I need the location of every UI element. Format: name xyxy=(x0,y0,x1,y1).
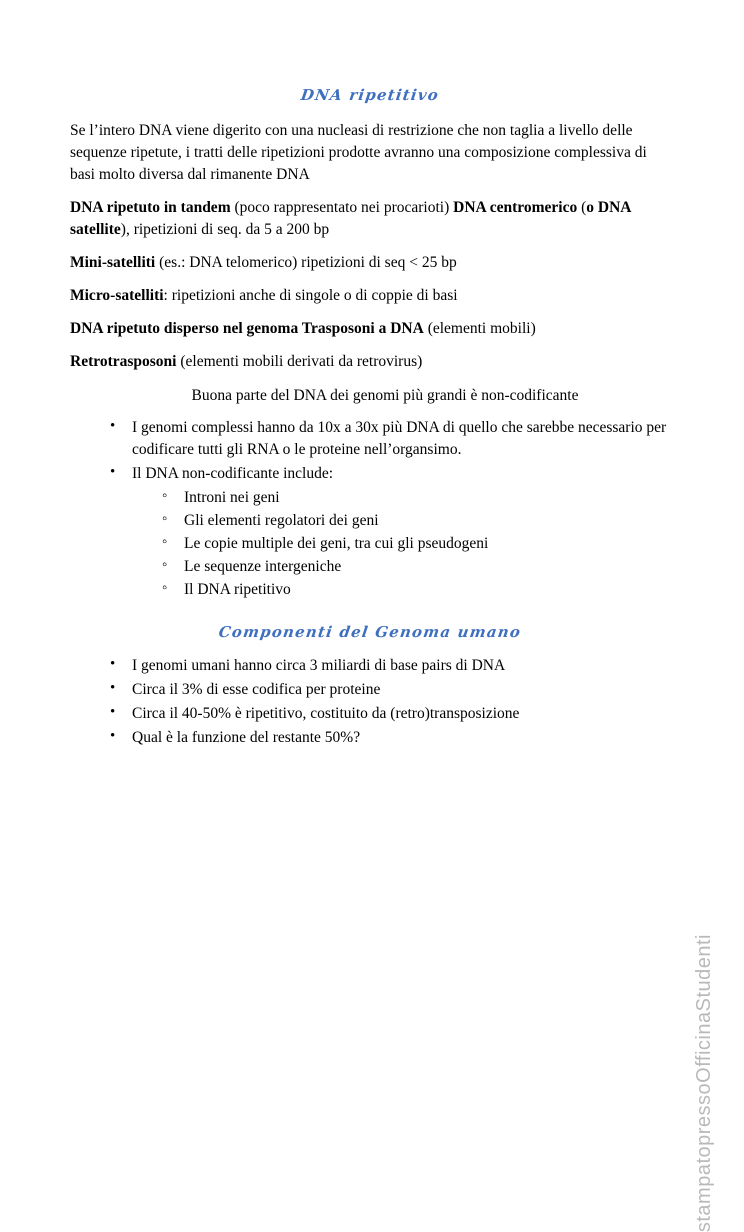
list-item: • I genomi umani hanno circa 3 miliardi di base pairs di DNA xyxy=(110,655,670,677)
definition-text-2: (es.: DNA telomerico) ripetizioni di seq < 25 bp xyxy=(155,254,457,271)
term-dna-centromerico: DNA centromerico xyxy=(453,199,578,216)
list-item-label: Il DNA non-codificante include: xyxy=(132,465,334,482)
list-item: ◦ Il DNA ripetitivo xyxy=(162,579,670,601)
list-item: • Circa il 3% di esse codifica per proteine xyxy=(110,679,670,701)
list-item: ◦ Le copie multiple dei geni, tra cui gli pseudogeni xyxy=(162,533,670,555)
term-dna-ripetuto-disperso: DNA ripetuto disperso nel genoma Trasposoni a DNA xyxy=(70,320,424,337)
list-item: ◦ Le sequenze intergeniche xyxy=(162,556,670,578)
definition-line-4 xyxy=(70,318,670,340)
sub-bullet-list xyxy=(132,487,670,601)
section-title-genoma-umano: Componenti del Genoma umano xyxy=(217,623,523,641)
term-mini-satelliti: Mini-satelliti xyxy=(70,254,156,271)
definition-line-1 xyxy=(70,197,670,241)
list-item: • Qual è la funzione del restante 50%? xyxy=(110,727,670,749)
list-item xyxy=(110,463,670,601)
list-item: • I genomi complessi hanno da 10x a 30x più DNA di quello che sarebbe necessario per codificare tutti gli RNA o le proteine nell’organsimo. xyxy=(110,417,670,461)
term-micro-satelliti: Micro-satelliti xyxy=(70,287,164,304)
document-body xyxy=(70,86,670,753)
definition-text-1a: (poco rappresentato nei procarioti) xyxy=(230,199,454,216)
definition-text-3: : ripetizioni anche di singole o di coppie di basi xyxy=(163,287,458,304)
list-item: • Circa il 40-50% è ripetitivo, costituito da (retro)transposizione xyxy=(110,703,670,725)
term-retrotrasposoni: Retrotrasposoni xyxy=(70,353,177,370)
definition-text-1b: ( xyxy=(577,199,587,216)
definition-line-5 xyxy=(70,351,670,373)
definition-text-5: (elementi mobili derivati da retrovirus) xyxy=(176,353,423,370)
list-item: ◦ Introni nei geni xyxy=(162,487,670,509)
bullet-list-1 xyxy=(70,417,670,601)
term-dna-ripetuto-in-tandem: DNA ripetuto in tandem xyxy=(70,199,231,216)
page-title: DNA ripetitivo xyxy=(299,86,441,104)
definition-line-2 xyxy=(70,252,670,274)
intro-paragraph: Se l’intero DNA viene digerito con una nucleasi di restrizione che non taglia a livello delle sequenze ripetute, i tratti delle ripetizioni prodotte avranno una composizione complessiva di basi molto diversa dal rimanente DNA xyxy=(70,122,647,183)
definition-text-1c: ), ripetizioni di seq. da 5 a 200 bp xyxy=(120,221,330,238)
list-item: ◦ Gli elementi regolatori dei geni xyxy=(162,510,670,532)
term-dna-satellite: o DNA satellite xyxy=(70,199,631,238)
watermark: stampatopressoOfficinaStudenti xyxy=(693,934,715,1232)
bullet-list-2 xyxy=(70,655,670,749)
definition-text-4: (elementi mobili) xyxy=(423,320,536,337)
definition-line-3 xyxy=(70,285,670,307)
centered-statement: Buona parte del DNA dei genomi più grandi è non-codificante xyxy=(191,387,579,404)
